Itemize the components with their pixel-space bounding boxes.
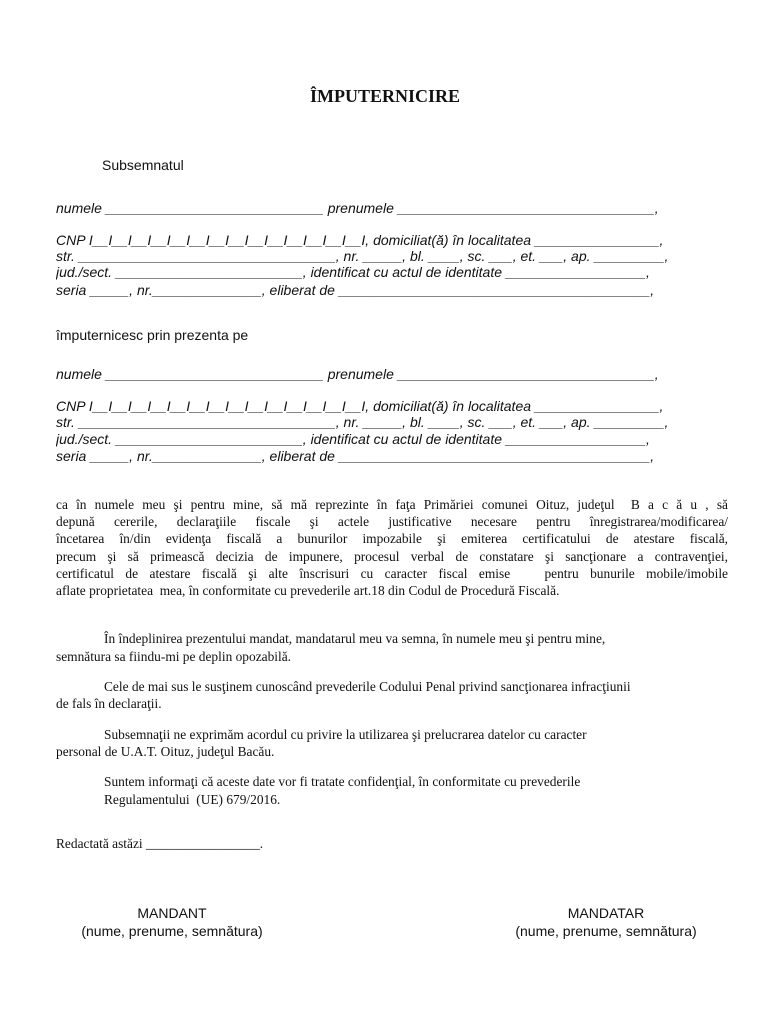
document-title: ÎMPUTERNICIRE (309, 86, 460, 106)
mandatar-signature-label: MANDATAR (567, 905, 645, 921)
mandate-line: aflate proprietatea mea, în conformitate cu prevederile art.18 din Codul de Procedură Fiscală. (56, 583, 560, 599)
indeplinirea-line-2: semnătura sa fiindu-mi pe deplin opozabilă. (56, 649, 292, 664)
confidential-line-1: Suntem informaţi că aceste date vor fi tratate confidenţial, în conformitate cu prevederile (104, 774, 581, 789)
mandatar-county-id-line[interactable]: jud./sect. ________________________, identificat cu actul de identitate __________________, (56, 431, 650, 447)
imputernicesc-label: împuternicesc prin prezenta pe (56, 327, 249, 343)
mandate-line: ca în numele meu şi pentru mine, să mă reprezinte în faţa Primăriei comunei Oituz, judeţul B a c ă u , să (56, 497, 728, 512)
mandatar-series-line[interactable]: seria _____, nr.______________, eliberat de ________________________________________, (56, 448, 655, 464)
mandant-signature-label: MANDANT (137, 905, 207, 921)
mandant-signature-sub: (nume, prenume, semnătura) (81, 923, 263, 939)
subsemnatul-label: Subsemnatul (102, 157, 184, 173)
indeplinirea-line-1: În îndeplinirea prezentului mandat, mandatarul meu va semna, în numele meu şi pentru mine, (104, 631, 606, 646)
mandant-address-line[interactable]: str. _________________________________, nr. _____, bl. ____, sc. ___, et. ___, ap. _________, (56, 248, 669, 264)
mandate-line: încetarea în/din evidenţa fiscală a bunurilor impozabile şi emiterea certificatului de atestare fiscală, (56, 531, 728, 547)
mandatar-address-line[interactable]: str. _________________________________, nr. _____, bl. ____, sc. ___, et. ___, ap. _________, (56, 414, 669, 430)
mandate-line: certificatul de atestare fiscală şi alte înscrisuri cu caracter fiscal emise pentru bunurile mobile/imobile (56, 565, 728, 581)
mandant-cnp-line[interactable]: CNP I__I__I__I__I__I__I__I__I__I__I__I__I__I__I, domiciliat(ă) în localitatea ________________, (56, 232, 664, 248)
mandatar-cnp-line[interactable]: CNP I__I__I__I__I__I__I__I__I__I__I__I__I__I__I, domiciliat(ă) în localitatea ________________, (56, 398, 664, 414)
mandatar-signature-sub: (nume, prenume, semnătura) (515, 923, 697, 939)
confidential-line-2: Regulamentului (UE) 679/2016. (104, 792, 281, 807)
mandate-line: depună cererile, declaraţiile fiscale şi actele justificative necesare pentru înregistrarea/modificarea/ (56, 514, 728, 530)
acord-line-1: Subsemnaţii ne exprimăm acordul cu privire la utilizarea şi prelucrarea datelor cu caracter (104, 727, 587, 742)
acord-line-2: personal de U.A.T. Oituz, judeţul Bacău. (56, 744, 275, 759)
cod-penal-line-2: de fals în declaraţii. (56, 696, 162, 711)
mandant-name-line[interactable]: numele ____________________________ prenumele _________________________________, (56, 200, 659, 216)
mandant-series-line[interactable]: seria _____, nr.______________, eliberat de ________________________________________, (56, 282, 655, 298)
mandant-county-id-line[interactable]: jud./sect. ________________________, identificat cu actul de identitate __________________, (56, 264, 650, 280)
mandate-line: precum şi să primească decizia de impunere, procesul verbal de constatare şi sancţionare a contravenţiei, (56, 548, 728, 564)
cod-penal-line-1: Cele de mai sus le susţinem cunoscând prevederile Codului Penal privind sancţionarea infracţiunii (104, 679, 631, 694)
mandatar-name-line[interactable]: numele ____________________________ prenumele _________________________________, (56, 366, 659, 382)
mandate-paragraph (56, 496, 728, 599)
redactata-date-line[interactable]: Redactată astăzi _________________. (56, 836, 264, 851)
